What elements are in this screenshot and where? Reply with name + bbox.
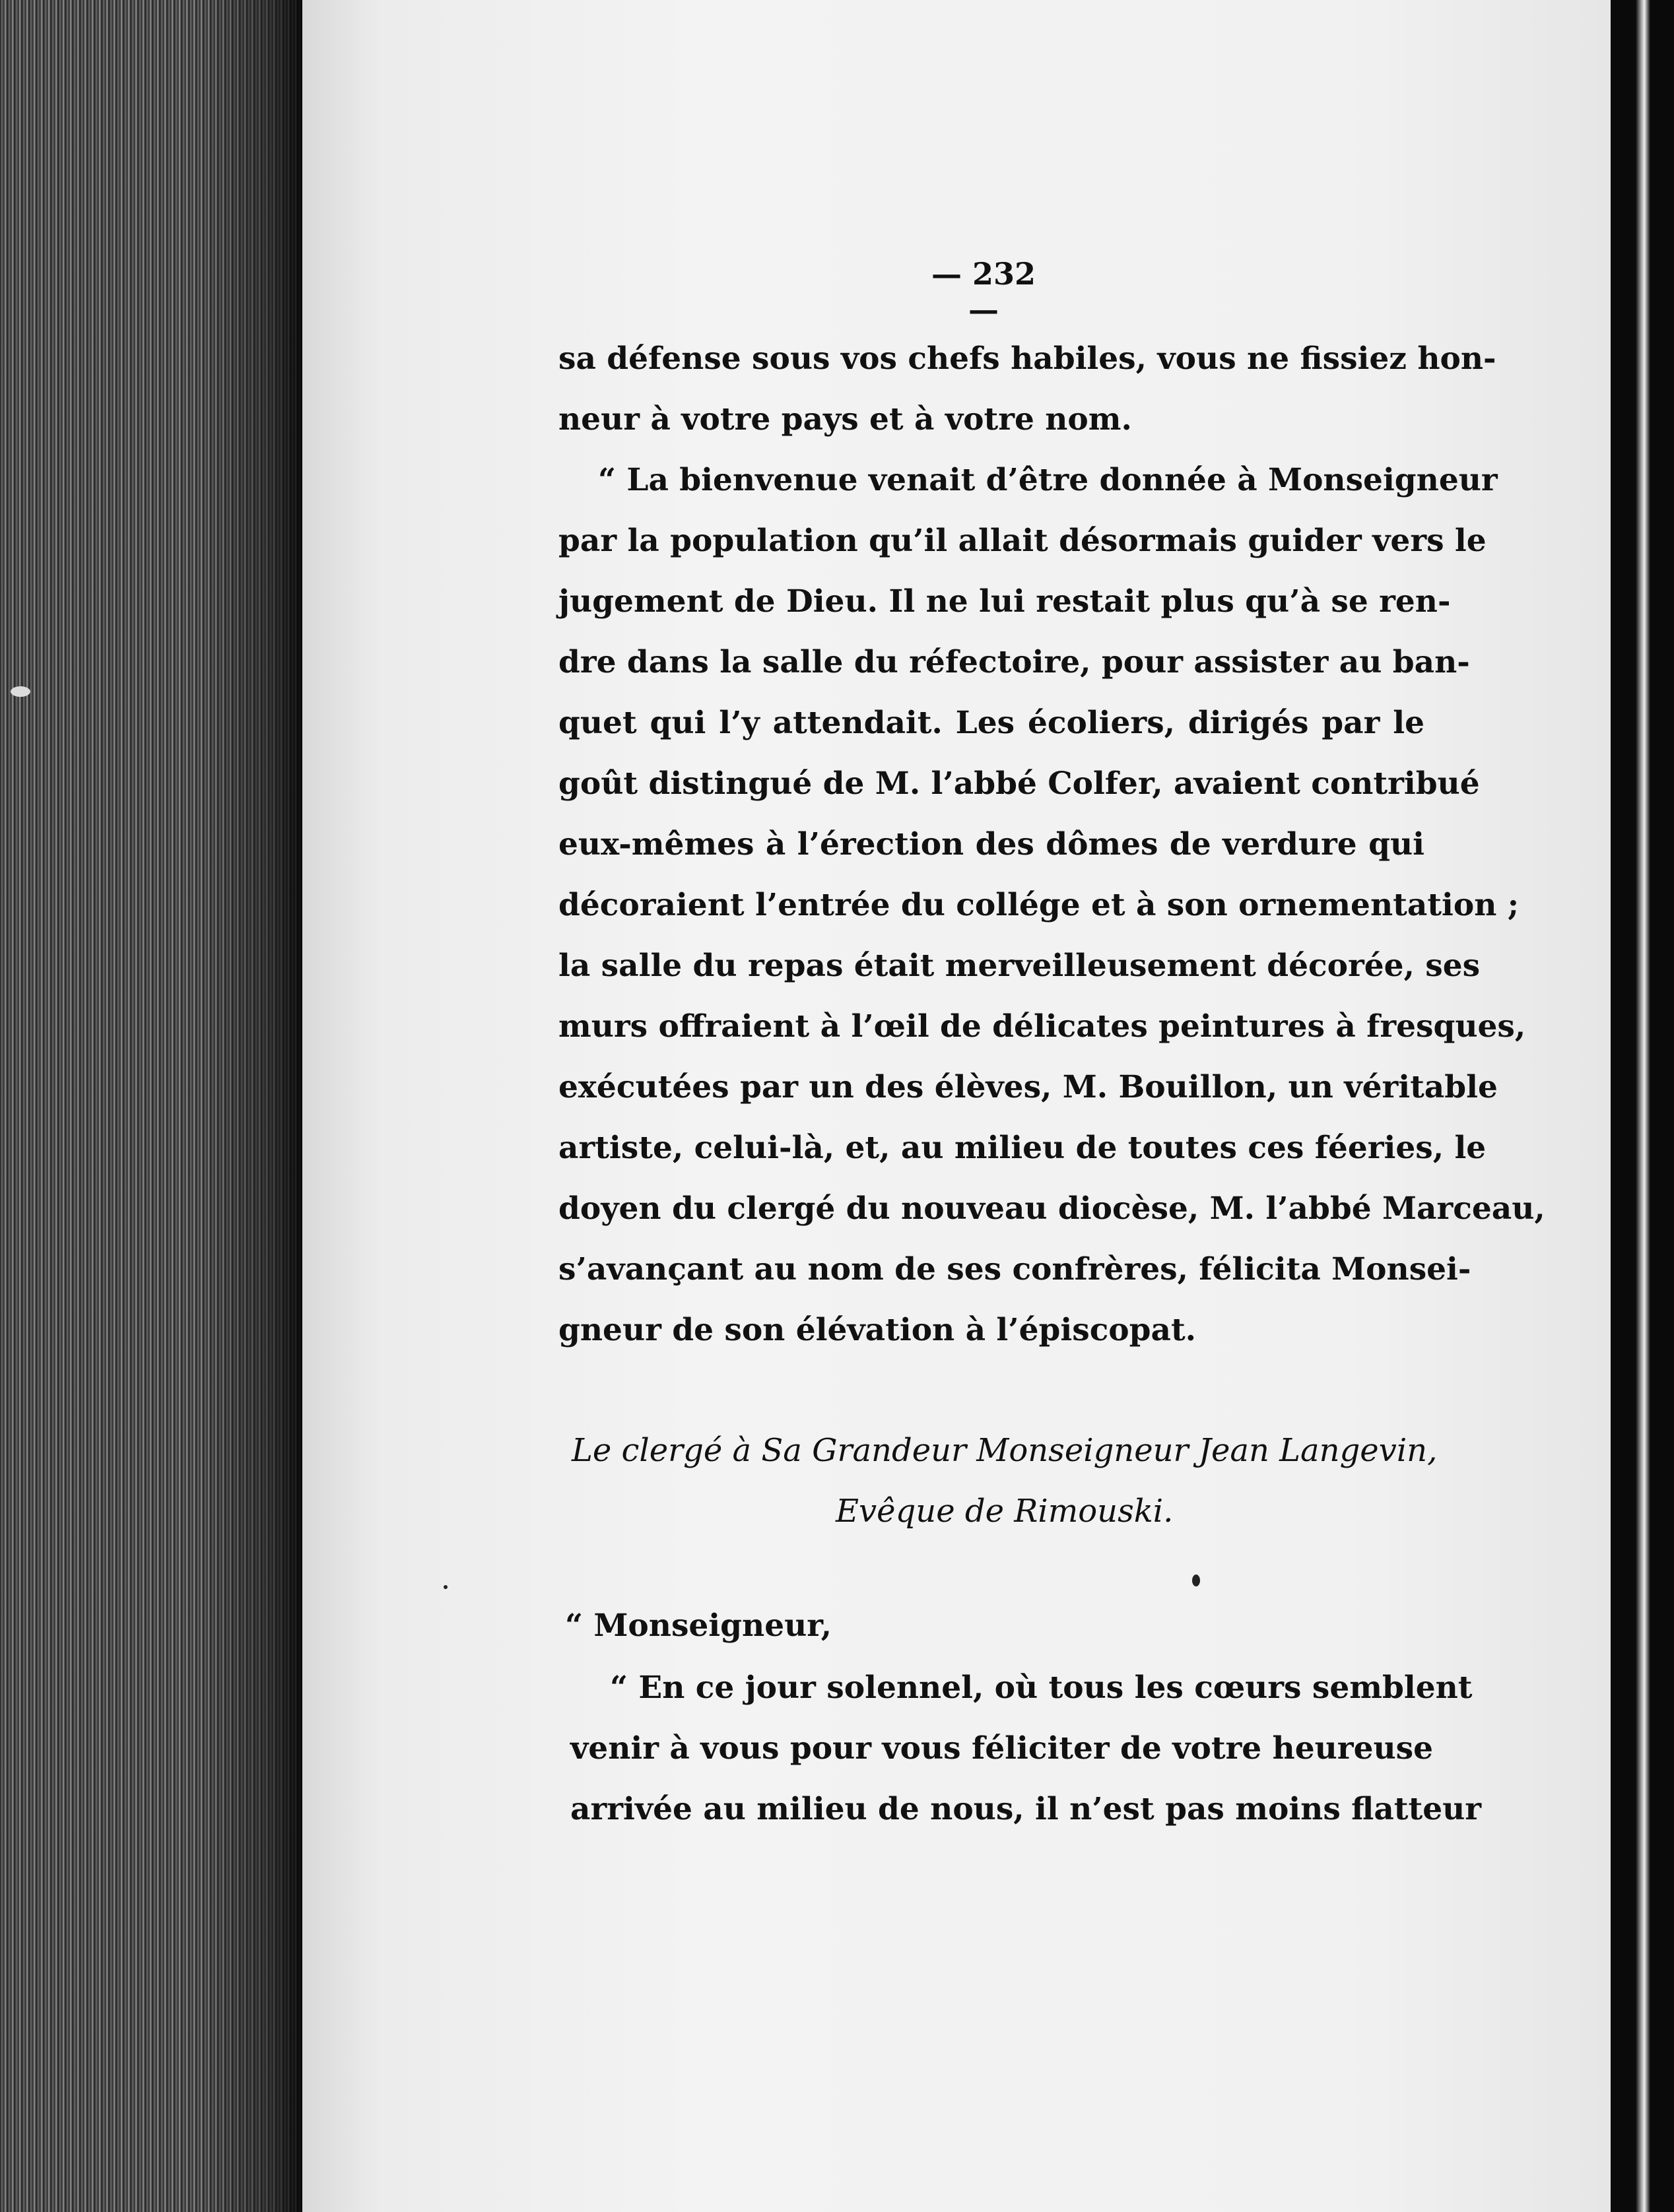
text-line: neur à votre pays et à votre nom. bbox=[558, 401, 1132, 438]
heading-line: Evêque de Rimouski. bbox=[836, 1493, 1174, 1530]
page-number: — 232 — bbox=[931, 256, 1036, 327]
scan-speck bbox=[1192, 1575, 1200, 1586]
next-page-edge bbox=[1636, 0, 1650, 2212]
text-line: décoraient l’entrée du collége et à son ornementation ; bbox=[558, 887, 1520, 923]
text-line: gneur de son élévation à l’épiscopat. bbox=[558, 1312, 1197, 1348]
text-line: dre dans la salle du réfectoire, pour assister au ban- bbox=[558, 644, 1470, 680]
text-line: s’avançant au nom de ses confrères, félicita Monsei- bbox=[558, 1251, 1471, 1287]
scan-speck bbox=[11, 686, 30, 697]
text-line: jugement de Dieu. Il ne lui restait plus qu’à se ren- bbox=[558, 583, 1451, 620]
heading-line: Le clergé à Sa Grandeur Monseigneur Jean Langevin, bbox=[572, 1432, 1438, 1469]
text-line: par la population qu’il allait désormais guider vers le bbox=[558, 523, 1487, 559]
text-line: “ La bienvenue venait d’être donnée à Monseigneur bbox=[598, 462, 1498, 498]
salutation: “ Monseigneur, bbox=[565, 1608, 832, 1644]
text-line: “ En ce jour solennel, où tous les cœurs semblent bbox=[610, 1670, 1473, 1706]
text-line: la salle du repas était merveilleusement décorée, ses bbox=[558, 948, 1481, 984]
text-line: arrivée au milieu de nous, il n’est pas moins flatteur bbox=[570, 1791, 1482, 1827]
text-line: goût distingué de M. l’abbé Colfer, avaient contribué bbox=[558, 765, 1480, 802]
text-line: quet qui l’y attendait. Les écoliers, dirigés par le bbox=[558, 705, 1424, 741]
body-text-continued bbox=[570, 1658, 1482, 1840]
text-line: exécutées par un des élèves, M. Bouillon, un véritable bbox=[558, 1069, 1498, 1105]
gutter-shadow bbox=[198, 0, 304, 2212]
text-line: artiste, celui-là, et, au milieu de toutes ces féeries, le bbox=[558, 1130, 1487, 1166]
body-text bbox=[558, 329, 1545, 1361]
scan-speck bbox=[444, 1585, 448, 1589]
section-heading bbox=[572, 1420, 1438, 1542]
text-line: murs offraient à l’œil de délicates peintures à fresques, bbox=[558, 1008, 1526, 1045]
text-line: eux-mêmes à l’érection des dômes de verdure qui bbox=[558, 826, 1424, 862]
text-line: venir à vous pour vous féliciter de votre heureuse bbox=[570, 1730, 1434, 1767]
text-line: sa défense sous vos chefs habiles, vous ne fissiez hon- bbox=[558, 341, 1496, 377]
text-line: doyen du clergé du nouveau diocèse, M. l’abbé Marceau, bbox=[558, 1190, 1545, 1227]
